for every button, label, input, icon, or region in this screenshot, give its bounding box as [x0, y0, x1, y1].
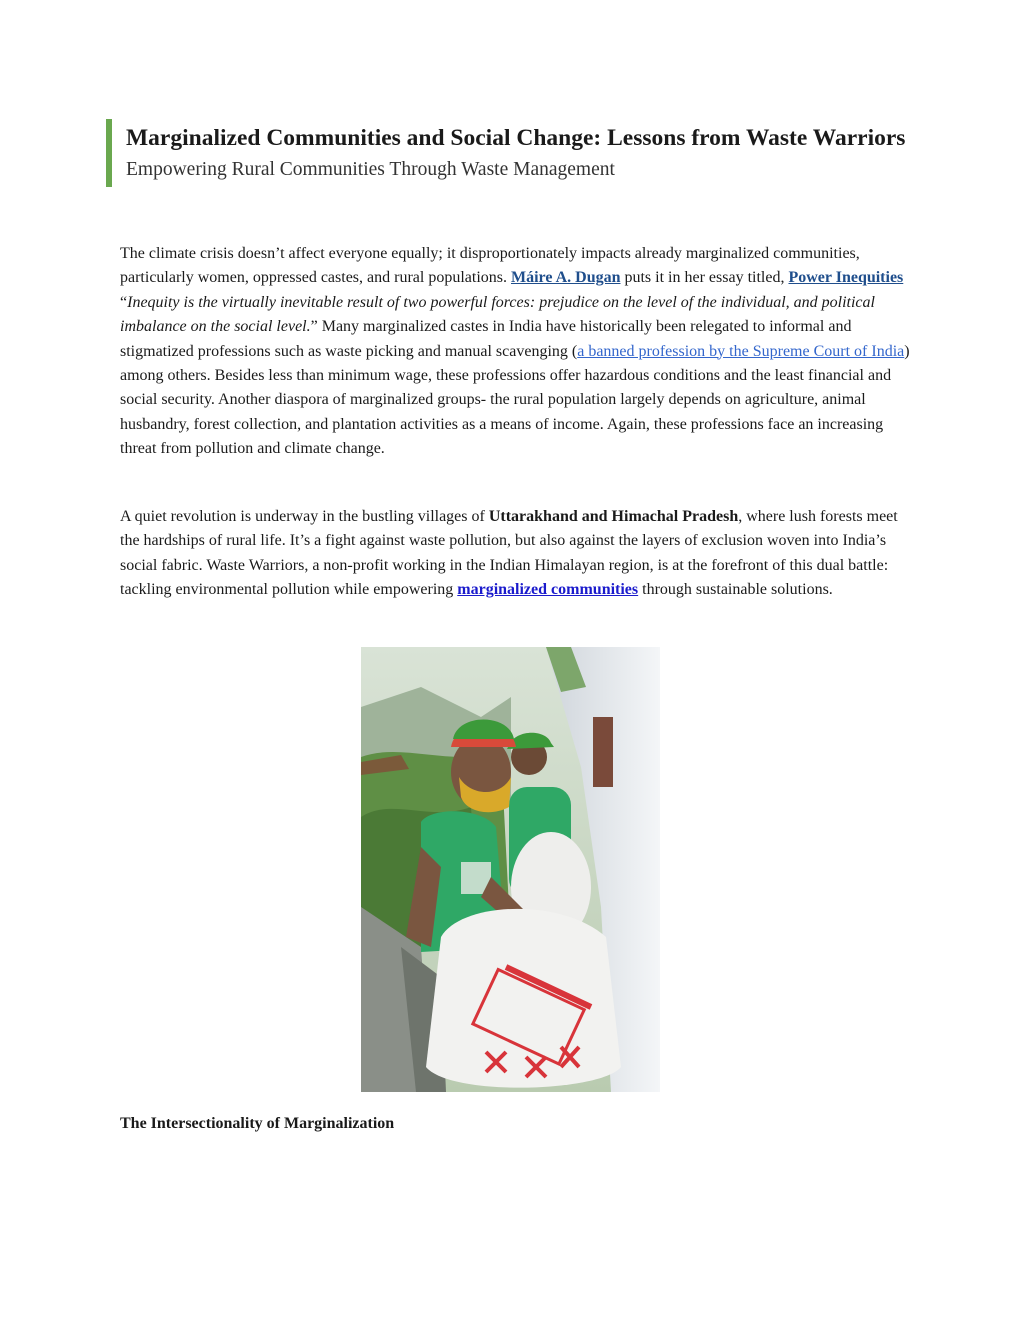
text-run: The climate crisis doesn’t affect everyone equally; it disproportionately impacts already marginalized communities, particularly women, oppressed castes, and rural populations. [120, 245, 860, 287]
text-run: A quiet revolution is underway in the bustling villages of [120, 508, 489, 525]
author-link[interactable]: Máire A. Dugan [511, 269, 621, 287]
revolution-paragraph [120, 505, 910, 603]
window-frame [593, 717, 613, 787]
intro-paragraph [120, 242, 910, 462]
marginalized-communities-link[interactable]: marginalized communities [457, 581, 639, 599]
text-run: “ [120, 293, 128, 311]
page-subtitle: Empowering Rural Communities Through Waste Management [126, 159, 615, 180]
page-title: Marginalized Communities and Social Change: Lessons from Waste Warriors [126, 125, 906, 151]
text-run: , where lush forests meet the hardships of rural life. It’s a fight against waste pollution, but also against the layers of exclusion woven into India’s social fabric. Waste Warriors, a non-profit working in the Indian Himalayan region, is at the forefront of this dual battle: tackling environmental pollution while empowering [120, 508, 898, 599]
white-sack [426, 909, 621, 1088]
waste-workers-photo [361, 647, 660, 1092]
text-run: ) among others. Besides less than minimum wage, these professions offer hazardous conditions and the least financial and social security. Another diaspora of marginalized groups- the rural population largely depends on agriculture, animal husbandry, forest collection, and plantation activities as a means of income. Again, these professions face an increasing threat from pollution and climate change. [120, 342, 910, 458]
title-block [106, 119, 926, 187]
essay-link[interactable]: Power Inequities [788, 269, 904, 287]
section-heading: The Intersectionality of Marginalization [120, 1115, 395, 1132]
text-run: through sustainable solutions. [638, 581, 833, 599]
text-run: puts it in her essay titled, [620, 269, 789, 287]
text-run: ” Many marginalized castes in India have historically been relegated to informal and stigmatized professions such as waste picking and manual scavenging ( [120, 318, 852, 360]
bold-places: Uttarakhand and Himachal Pradesh [488, 508, 739, 525]
supreme-court-link[interactable]: a banned profession by the Supreme Court of India [577, 342, 905, 360]
quote-text: Inequity is the virtually inevitable result of two powerful forces: prejudice on the level of the individual, and political imbalance on the social level. [120, 293, 875, 336]
